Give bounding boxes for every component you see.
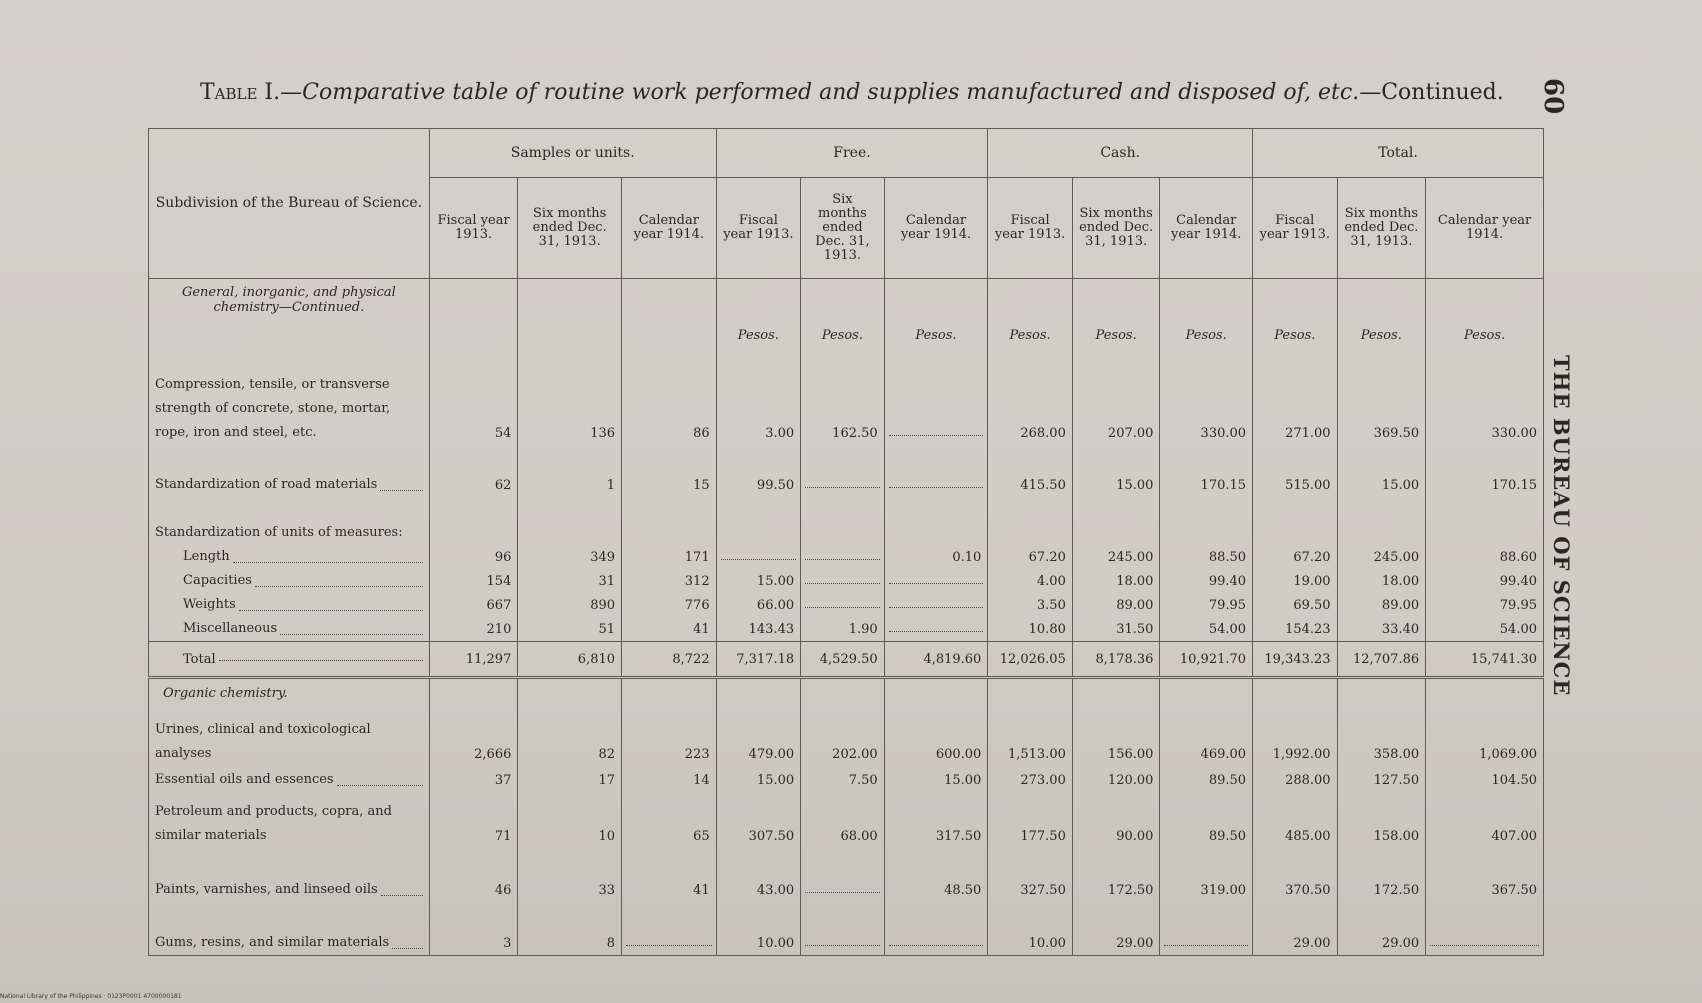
value-cell: 317.50 [884, 792, 988, 848]
value-cell: 415.50 [988, 445, 1073, 497]
value-cell: 19,343.23 [1253, 642, 1338, 678]
running-head: THE BUREAU OF SCIENCE [1549, 355, 1574, 697]
leader-dots [337, 768, 423, 786]
value-cell: 271.00 [1253, 349, 1338, 445]
value-cell: 358.00 [1337, 708, 1426, 766]
units-cell [518, 279, 622, 350]
row-label: Total [183, 651, 216, 667]
empty-leader [1430, 945, 1539, 946]
sub-header-six-months-1913: Six months ended Dec. 31, 1913. [1337, 178, 1426, 279]
value-cell: 319.00 [1160, 848, 1253, 902]
value-cell: 89.00 [1337, 593, 1426, 617]
archive-footnote: National Library of the Philippines · 0123P0001 4700000181 [0, 993, 182, 1000]
empty-leader [626, 945, 712, 946]
value-cell: 12,707.86 [1337, 642, 1426, 678]
value-cell: 8,178.36 [1072, 642, 1160, 678]
value-cell [622, 497, 717, 545]
row-label-cell [149, 902, 430, 956]
leader-dots [392, 931, 423, 949]
value-cell: 99.40 [1426, 569, 1544, 593]
row-label: Gums, resins, and similar materials [155, 935, 390, 950]
value-cell [1426, 902, 1544, 956]
row-label-cell [149, 349, 430, 445]
value-cell: 33 [518, 848, 622, 902]
table-row [149, 617, 1544, 642]
value-cell: 41 [622, 848, 717, 902]
row-label-cell [149, 617, 430, 642]
group-header-row [149, 129, 1544, 178]
value-cell: 3.50 [988, 593, 1073, 617]
value-cell: 369.50 [1337, 349, 1426, 445]
value-cell [884, 902, 988, 956]
row-label: Weights [183, 597, 236, 612]
value-cell: 31.50 [1072, 617, 1160, 642]
value-cell: 1 [518, 445, 622, 497]
row-label-cell [149, 497, 430, 545]
value-cell [1426, 497, 1544, 545]
leader-dots [219, 652, 423, 661]
value-cell: 4,819.60 [884, 642, 988, 678]
empty-cell [801, 678, 885, 708]
value-cell: 37 [429, 766, 518, 792]
value-cell: 68.00 [801, 792, 885, 848]
value-cell: 96 [429, 545, 518, 569]
value-cell: 127.50 [1337, 766, 1426, 792]
empty-cell [429, 678, 518, 708]
sub-header-calendar-1914: Calendar year 1914. [1426, 178, 1544, 279]
value-cell: 407.00 [1426, 792, 1544, 848]
row-label-wrap [183, 617, 423, 641]
table-row [149, 349, 1544, 445]
value-cell: 62 [429, 445, 518, 497]
row-label-cell [149, 642, 430, 678]
units-cell: Pesos. [801, 279, 885, 350]
value-cell: 67.20 [1253, 545, 1338, 569]
group-header-total: Total. [1253, 129, 1544, 178]
value-cell: 89.00 [1072, 593, 1160, 617]
value-cell [988, 497, 1073, 545]
value-cell: 10.00 [988, 902, 1073, 956]
value-cell: 66.00 [716, 593, 801, 617]
row-label-wrap [155, 373, 423, 445]
value-cell: 29.00 [1072, 902, 1160, 956]
value-cell: 18.00 [1072, 569, 1160, 593]
value-cell: 86 [622, 349, 717, 445]
row-label-cell [149, 792, 430, 848]
value-cell: 370.50 [1253, 848, 1338, 902]
units-cell: Pesos. [1253, 279, 1338, 350]
value-cell: 15.00 [1337, 445, 1426, 497]
value-cell: 136 [518, 349, 622, 445]
table-title [200, 80, 1530, 110]
empty-leader [805, 945, 880, 946]
empty-leader [889, 607, 984, 608]
value-cell [884, 593, 988, 617]
empty-cell [622, 678, 717, 708]
value-cell: 7.50 [801, 766, 885, 792]
sub-header-calendar-1914: Calendar year 1914. [1160, 178, 1253, 279]
value-cell: 18.00 [1337, 569, 1426, 593]
value-cell: 33.40 [1337, 617, 1426, 642]
leader-dots [280, 617, 423, 635]
empty-leader [889, 435, 984, 436]
value-cell: 11,297 [429, 642, 518, 678]
value-cell: 154 [429, 569, 518, 593]
row-label-cell [149, 545, 430, 569]
value-cell: 3 [429, 902, 518, 956]
sub-header-six-months-1913: Six months ended Dec. 31, 1913. [801, 178, 885, 279]
row-label-wrap [155, 800, 423, 848]
value-cell: 170.15 [1160, 445, 1253, 497]
value-cell: 8 [518, 902, 622, 956]
empty-cell [1426, 678, 1544, 708]
units-row [149, 279, 1544, 350]
value-cell: 1,513.00 [988, 708, 1073, 766]
empty-cell [518, 678, 622, 708]
row-label-wrap [155, 931, 423, 955]
row-label-wrap [183, 545, 423, 569]
value-cell: 12,026.05 [988, 642, 1073, 678]
row-label-cell [149, 848, 430, 902]
value-cell: 171 [622, 545, 717, 569]
value-cell: 90.00 [1072, 792, 1160, 848]
value-cell: 156.00 [1072, 708, 1160, 766]
value-cell: 67.20 [988, 545, 1073, 569]
row-label: Petroleum and products, copra, and similar materials [155, 803, 392, 843]
table-row [149, 545, 1544, 569]
value-cell: 154.23 [1253, 617, 1338, 642]
sub-header-calendar-1914: Calendar year 1914. [622, 178, 717, 279]
value-cell: 54.00 [1426, 617, 1544, 642]
sub-header-six-months-1913: Six months ended Dec. 31, 1913. [518, 178, 622, 279]
section-heading: Organic chemistry. [149, 678, 430, 708]
value-cell: 0.10 [884, 545, 988, 569]
row-label: Length [183, 549, 230, 564]
value-cell: 667 [429, 593, 518, 617]
units-cell [429, 279, 518, 350]
value-cell [884, 497, 988, 545]
row-label-wrap [183, 652, 423, 667]
row-label: Standardization of units of measures: [155, 525, 403, 540]
value-cell: 469.00 [1160, 708, 1253, 766]
value-cell: 15.00 [716, 569, 801, 593]
value-cell [884, 617, 988, 642]
value-cell [801, 902, 885, 956]
title-continued: —Continued. [1359, 80, 1504, 105]
value-cell: 15 [622, 445, 717, 497]
value-cell [1072, 497, 1160, 545]
value-cell: 89.50 [1160, 792, 1253, 848]
value-cell: 268.00 [988, 349, 1073, 445]
empty-leader [889, 945, 984, 946]
units-cell: Pesos. [1160, 279, 1253, 350]
group-header-samples: Samples or units. [429, 129, 716, 178]
leader-dots [380, 473, 423, 491]
empty-leader [1164, 945, 1248, 946]
value-cell: 158.00 [1337, 792, 1426, 848]
row-label-wrap [155, 521, 423, 545]
table-row [149, 792, 1544, 848]
section-heading-row [149, 678, 1544, 708]
empty-cell [884, 678, 988, 708]
value-cell: 210 [429, 617, 518, 642]
value-cell: 79.95 [1160, 593, 1253, 617]
value-cell [429, 497, 518, 545]
value-cell: 288.00 [1253, 766, 1338, 792]
sub-header-fiscal-1913: Fiscal year 1913. [1253, 178, 1338, 279]
value-cell: 69.50 [1253, 593, 1338, 617]
row-label: Standardization of road materials [155, 477, 378, 492]
empty-leader [721, 559, 797, 560]
value-cell: 485.00 [1253, 792, 1338, 848]
table-row [149, 593, 1544, 617]
value-cell: 88.60 [1426, 545, 1544, 569]
value-cell: 99.50 [716, 445, 801, 497]
value-cell [1160, 497, 1253, 545]
value-cell: 1,069.00 [1426, 708, 1544, 766]
value-cell: 79.95 [1426, 593, 1544, 617]
empty-cell [1337, 678, 1426, 708]
value-cell: 143.43 [716, 617, 801, 642]
value-cell [716, 545, 801, 569]
value-cell: 273.00 [988, 766, 1073, 792]
row-label: Compression, tensile, or transverse strength of concrete, stone, mortar, rope, iron and steel, etc. [155, 377, 391, 440]
value-cell [1253, 497, 1338, 545]
value-cell: 48.50 [884, 848, 988, 902]
row-label-wrap [155, 473, 423, 497]
value-cell: 10.80 [988, 617, 1073, 642]
row-label-cell [149, 766, 430, 792]
value-cell: 307.50 [716, 792, 801, 848]
empty-leader [889, 583, 984, 584]
value-cell [884, 349, 988, 445]
row-label-cell [149, 445, 430, 497]
value-cell: 327.50 [988, 848, 1073, 902]
page-number: 60 [1538, 78, 1568, 115]
leader-dots [233, 545, 423, 563]
value-cell: 1.90 [801, 617, 885, 642]
value-cell: 15.00 [884, 766, 988, 792]
value-cell: 162.50 [801, 349, 885, 445]
empty-leader [805, 607, 880, 608]
table-row [149, 848, 1544, 902]
value-cell: 71 [429, 792, 518, 848]
value-cell: 51 [518, 617, 622, 642]
value-cell: 245.00 [1337, 545, 1426, 569]
group-header-cash: Cash. [988, 129, 1253, 178]
row-label-wrap [183, 593, 423, 617]
value-cell: 15,741.30 [1426, 642, 1544, 678]
row-label-cell [149, 593, 430, 617]
value-cell [1160, 902, 1253, 956]
value-cell: 330.00 [1426, 349, 1544, 445]
value-cell: 7,317.18 [716, 642, 801, 678]
value-cell [884, 445, 988, 497]
value-cell: 46 [429, 848, 518, 902]
leader-dots [381, 878, 423, 896]
total-row [149, 642, 1544, 678]
table-row [149, 766, 1544, 792]
table-row [149, 497, 1544, 545]
row-label-wrap [155, 718, 423, 766]
value-cell [801, 445, 885, 497]
sub-header-calendar-1914: Calendar year 1914. [884, 178, 988, 279]
value-cell: 202.00 [801, 708, 885, 766]
title-table-number: Table I. [200, 80, 281, 105]
value-cell: 3.00 [716, 349, 801, 445]
value-cell [801, 848, 885, 902]
table-row [149, 569, 1544, 593]
value-cell: 17 [518, 766, 622, 792]
value-cell: 10.00 [716, 902, 801, 956]
value-cell [622, 902, 717, 956]
sub-header-six-months-1913: Six months ended Dec. 31, 1913. [1072, 178, 1160, 279]
value-cell: 223 [622, 708, 717, 766]
value-cell: 120.00 [1072, 766, 1160, 792]
value-cell: 177.50 [988, 792, 1073, 848]
value-cell: 29.00 [1337, 902, 1426, 956]
value-cell: 349 [518, 545, 622, 569]
value-cell: 29.00 [1253, 902, 1338, 956]
value-cell: 245.00 [1072, 545, 1160, 569]
units-cell: Pesos. [1337, 279, 1426, 350]
value-cell: 367.50 [1426, 848, 1544, 902]
units-cell: Pesos. [884, 279, 988, 350]
value-cell: 4,529.50 [801, 642, 885, 678]
empty-cell [1072, 678, 1160, 708]
row-label: Capacities [183, 573, 252, 588]
units-cell: Pesos. [1072, 279, 1160, 350]
table-row [149, 902, 1544, 956]
value-cell: 1,992.00 [1253, 708, 1338, 766]
value-cell: 515.00 [1253, 445, 1338, 497]
value-cell: 600.00 [884, 708, 988, 766]
value-cell [801, 569, 885, 593]
sub-header-fiscal-1913: Fiscal year 1913. [429, 178, 518, 279]
value-cell: 10 [518, 792, 622, 848]
value-cell: 54 [429, 349, 518, 445]
value-cell: 99.40 [1160, 569, 1253, 593]
value-cell [518, 497, 622, 545]
table-row [149, 708, 1544, 766]
value-cell: 41 [622, 617, 717, 642]
value-cell: 172.50 [1072, 848, 1160, 902]
value-cell: 172.50 [1337, 848, 1426, 902]
leader-dots [239, 593, 423, 611]
empty-cell [988, 678, 1073, 708]
row-label-cell [149, 569, 430, 593]
value-cell: 104.50 [1426, 766, 1544, 792]
section-heading: General, inorganic, and physical chemistry—Continued. [149, 279, 430, 350]
value-cell: 14 [622, 766, 717, 792]
units-cell [622, 279, 717, 350]
empty-leader [805, 559, 880, 560]
value-cell: 54.00 [1160, 617, 1253, 642]
value-cell: 776 [622, 593, 717, 617]
value-cell: 4.00 [988, 569, 1073, 593]
units-cell: Pesos. [988, 279, 1073, 350]
row-label-wrap [155, 768, 423, 792]
value-cell: 207.00 [1072, 349, 1160, 445]
value-cell: 8,722 [622, 642, 717, 678]
value-cell: 330.00 [1160, 349, 1253, 445]
empty-leader [805, 583, 880, 584]
empty-cell [1253, 678, 1338, 708]
value-cell: 170.15 [1426, 445, 1544, 497]
value-cell: 31 [518, 569, 622, 593]
units-cell: Pesos. [716, 279, 801, 350]
value-cell [884, 569, 988, 593]
sub-header-fiscal-1913: Fiscal year 1913. [988, 178, 1073, 279]
value-cell: 890 [518, 593, 622, 617]
group-header-free: Free. [716, 129, 988, 178]
empty-cell [1160, 678, 1253, 708]
empty-leader [805, 892, 880, 893]
value-cell: 312 [622, 569, 717, 593]
value-cell: 10,921.70 [1160, 642, 1253, 678]
row-label-wrap [183, 569, 423, 593]
row-label: Essential oils and essences [155, 771, 334, 787]
title-description: —Comparative table of routine work performed and supplies manufactured and disposed of, etc. [280, 80, 1360, 105]
value-cell: 65 [622, 792, 717, 848]
row-label: Paints, varnishes, and linseed oils [155, 881, 378, 897]
value-cell: 15.00 [1072, 445, 1160, 497]
value-cell [801, 497, 885, 545]
table-body [149, 279, 1544, 956]
value-cell [801, 545, 885, 569]
value-cell: 82 [518, 708, 622, 766]
subdivision-header: Subdivision of the Bureau of Science. [149, 129, 430, 279]
leader-dots [255, 569, 423, 587]
empty-leader [805, 487, 880, 488]
value-cell: 88.50 [1160, 545, 1253, 569]
value-cell [1337, 497, 1426, 545]
value-cell: 89.50 [1160, 766, 1253, 792]
row-label: Urines, clinical and toxicological analyses [155, 721, 371, 761]
sub-header-fiscal-1913: Fiscal year 1913. [716, 178, 801, 279]
value-cell: 2,666 [429, 708, 518, 766]
empty-cell [716, 678, 801, 708]
empty-leader [889, 631, 984, 632]
row-label: Miscellaneous [183, 621, 278, 636]
row-label-wrap [155, 878, 423, 902]
value-cell: 6,810 [518, 642, 622, 678]
value-cell: 15.00 [716, 766, 801, 792]
row-label-cell [149, 708, 430, 766]
units-cell: Pesos. [1426, 279, 1544, 350]
value-cell [716, 497, 801, 545]
value-cell: 479.00 [716, 708, 801, 766]
data-table [148, 128, 1544, 956]
value-cell: 19.00 [1253, 569, 1338, 593]
table-row [149, 445, 1544, 497]
value-cell: 43.00 [716, 848, 801, 902]
empty-leader [889, 487, 984, 488]
value-cell [801, 593, 885, 617]
